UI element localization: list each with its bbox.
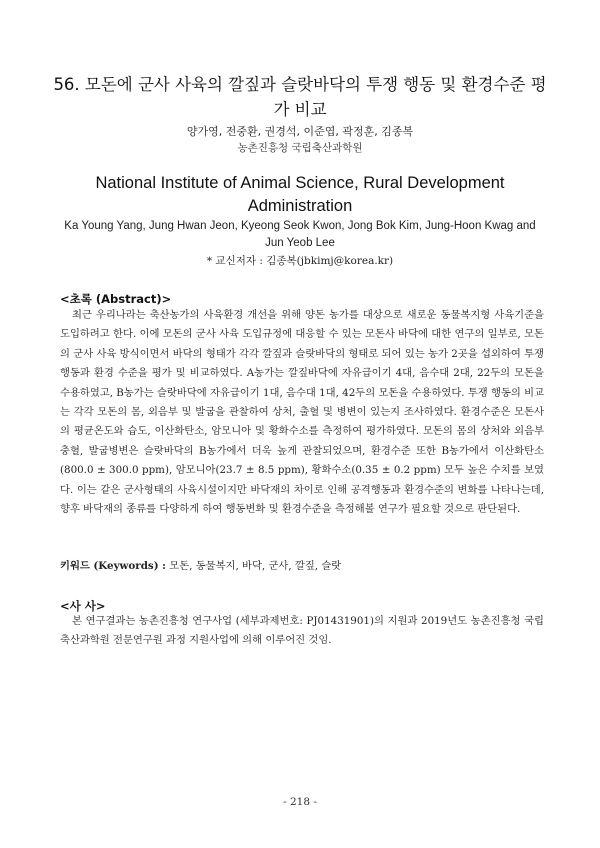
acknowledgement-heading: <사 사> [60, 599, 106, 613]
page-number: - 218 - [283, 796, 317, 808]
acknowledgement-text: 본 연구결과는 농촌진흥청 연구사업 (세부과제번호: PJ01431901)의 지원과 2019년도 농촌진흥청 국립축산과학원 전문연구원 과정 지원사업에 의해 이루어진 것임. [60, 615, 544, 647]
paper-title: 56. 모돈에 군사 사육의 깔짚과 슬랏바닥의 투쟁 행동 및 환경수준 평가 비교 [53, 75, 547, 119]
keywords-line [60, 557, 341, 572]
authors-korean: 양가영, 전중환, 권경석, 이준엽, 곽정훈, 김종복 [186, 125, 414, 138]
keywords-values: 모돈, 동물복지, 바닥, 군사, 깔짚, 슬랏 [169, 560, 342, 572]
corresponding-author: * 교신저자 : 김종복(jbkimj@korea.kr) [206, 255, 394, 267]
affiliation-korean: 농촌진흥청 국립축산과학원 [237, 142, 363, 154]
abstract-text: 최근 우리나라는 축산농가의 사육환경 개선을 위해 양돈 농가를 대상으로 새로운 동물복지형 사육기준을 도입하려고 한다. 이에 모돈의 군사 사육 도입규정에 대응할 수 있는 모돈사 바닥에 대한 연구의 일부로, 모돈의 군사 사육 방식이면서 바닥의 형태가 각각 깔짚과 슬랏바닥의 형태로 되어 있는 농가 2곳을 섭외하여 투쟁 행동과 환경 수준을 평가 및 비교하였다. A농가는 깔짚바닥에 자유급이기 4대, 음수대 2대, 22두의 모돈을 수용하였고, B농가는 슬랏바닥에 자유급이기 1대, 음수대 1대, 42두의 모돈을 수용하였다. 투쟁 행동의 비교는 각각 모돈의 몸, 외음부 및 발굽을 관찰하여 상처, 출혈 및 병변이 있는지 조사하였다. 환경수준은 모돈사의 평균온도와 습도, 이산화탄소, 암모니아 및 황화수소를 측정하여 평가하였다. 모돈의 몸의 상처와 외음부 충혈, 발굽병변은 슬랏바닥의 B농가에서 더욱 높게 관찰되었으며, 환경수준 또한 B농가에서 이산화탄소(800.0 ± 300.0 ppm), 암모니아(23.7 ± 8.5 ppm), 황화수소(0.35 ± 0.2 ppm) 모두 높은 수치를 보였다. 이는 같은 군사형태의 사육시설이지만 바닥재의 차이로 인해 공격행동과 환경수준의 변화를 나타나는데, 향후 바닥재의 종류를 다양하게 하여 행동변화 및 환경수준을 측정해볼 연구가 필요할 것으로 판단된다. [60, 309, 545, 516]
abstract-heading: <초록 (Abstract)> [60, 292, 172, 306]
authors-english: Ka Young Yang, Jung Hwan Jeon, Kyeong Seok Kwon, Jong Bok Kim, Jung-Hoon Kwag and Jun Yeob Lee [64, 220, 536, 249]
keywords-label: 키워드 (Keywords) : [60, 560, 166, 572]
affiliation-english: National Institute of Animal Science, Rural Development Administration [95, 174, 505, 215]
